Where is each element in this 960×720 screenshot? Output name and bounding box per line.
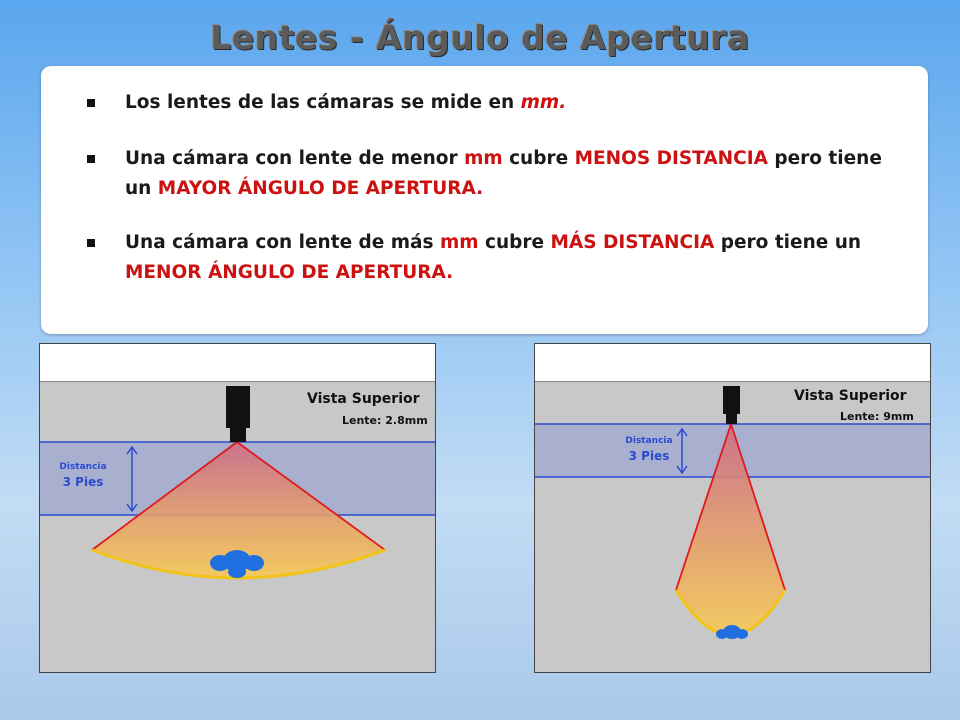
diagram-header-band xyxy=(535,344,930,382)
bullet-item-1 xyxy=(87,88,887,118)
distance-label: Distancia xyxy=(625,436,673,446)
camera-icon xyxy=(226,386,250,442)
distance-value: 3 Pies xyxy=(628,449,670,463)
bullet-3-text-4: MÁS DISTANCIA xyxy=(550,232,715,253)
camera-icon xyxy=(723,386,740,424)
view-title: Vista Superior xyxy=(794,388,907,404)
lens-label: Lente: 2.8mm xyxy=(342,414,428,427)
text-card xyxy=(41,66,928,334)
bullet-2-text-2: mm xyxy=(464,148,503,169)
bullet-3-text-6: MENOR ÁNGULO DE APERTURA. xyxy=(125,262,454,283)
bullet-1-text-1: Los lentes de las cámaras se mide en xyxy=(125,92,521,113)
distance-value: 3 Pies xyxy=(62,475,104,489)
lens-label: Lente: 9mm xyxy=(840,410,914,423)
bullet-2-text-3: cubre xyxy=(502,148,575,169)
diagram-narrow-lens xyxy=(534,343,931,673)
bullet-item-2 xyxy=(87,144,887,204)
diagram-header-band xyxy=(40,344,435,382)
bullet-marker xyxy=(87,155,95,163)
bullet-3-text-1: Una cámara con lente de más xyxy=(125,232,440,253)
diagram-wide-lens xyxy=(39,343,436,673)
bullet-2-text-1: Una cámara con lente de menor xyxy=(125,148,465,169)
bullet-marker xyxy=(87,99,95,107)
bullet-3-text-2: mm xyxy=(440,232,479,253)
bullet-3-text-5: pero tiene un xyxy=(714,232,862,253)
bullet-3-text-3: cubre xyxy=(478,232,551,253)
bullet-marker xyxy=(87,239,95,247)
bullet-2-text-5: pero tiene un xyxy=(125,148,882,199)
bullet-item-3 xyxy=(87,228,887,288)
bullet-2-text-6: MAYOR ÁNGULO DE APERTURA. xyxy=(157,178,484,199)
distance-label: Distancia xyxy=(59,462,107,472)
view-title: Vista Superior xyxy=(307,391,420,407)
bullet-1-text-2: mm. xyxy=(520,92,567,113)
slide-title: Lentes - Ángulo de Apertura xyxy=(210,18,750,57)
bullet-2-text-4: MENOS DISTANCIA xyxy=(574,148,768,169)
